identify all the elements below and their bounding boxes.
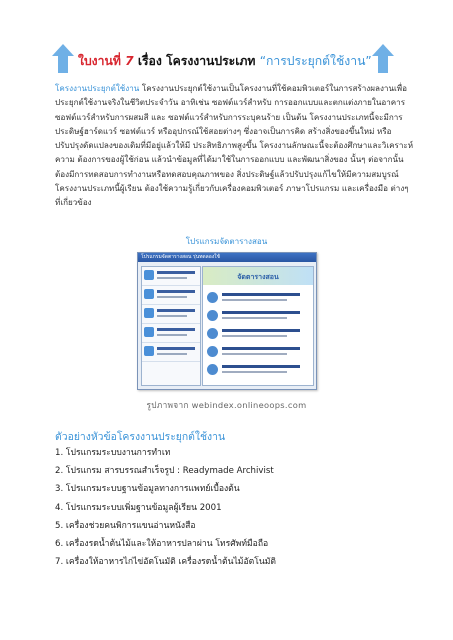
menu-item: [142, 305, 200, 324]
program-screenshot: [137, 252, 317, 390]
title-number: 7: [125, 54, 134, 68]
list-item: 4. โปรแกรมระบบเพิ่มฐานข้อมูลผู้เรียน 2001: [55, 502, 222, 513]
description-paragraph: [55, 81, 415, 210]
title-category: “การประยุกต์ใช้งาน”: [259, 54, 372, 68]
menu-item: [142, 324, 200, 343]
paragraph-body: โครงงานประยุกต์ใช้งานเป็นโครงงานที่ใช้คอมพิวเตอร์ในการสร้างผลงานเพื่อประยุกต์ใช้งานจริงในชีวิตประจำวัน อาทิเช่น ซอฟต์แวร์สำหรับ การออกแบบและตกแต่งภายในอาคาร ซอฟต์แวร์สำหรับการผสมสี และ ซอฟต์แวร์สำหรับการระบุคนร้าย เป็นต้น โครงงานประเภทนี้จะมีการ ประดิษฐ์ฮาร์ดแวร์ ซอฟต์แวร์ หรืออุปกรณ์ใช้สอยต่างๆ ซึ่งอาจเป็นการคิด สร้างสิ่งของขึ้นใหม่ หรือปรับปรุงดัดแปลงของเดิมที่มีอยู่แล้วให้มี ประสิทธิภาพสูงขึ้น โครงงานลักษณะนี้จะต้องศึกษาและวิเคราะห์ความ ต้องการของผู้ใช้ก่อน แล้วนำข้อมูลที่ได้มาใช้ในการออกแบบ และพัฒนาสิ่งของ นั้นๆ ต่อจากนั้นต้องมีการทดสอบการทำงานหรือทดสอบคุณภาพของ สิ่งประดิษฐ์แล้วปรับปรุงแก้ไขให้มีความสมบูรณ์ โครงงานประเภทนี้ผู้เรียน ต้องใช้ความรู้เกี่ยวกับเครื่องคอมพิวเตอร์ ภาษาโปรแกรม และเครื่องมือ ต่างๆ ที่เกี่ยวข้อง: [55, 83, 414, 208]
menu-item: [142, 343, 200, 362]
figure-caption: โปรแกรมจัดตารางสอน: [185, 236, 268, 246]
paragraph-lead: โครงงานประยุกต์ใช้งาน: [55, 83, 140, 93]
content-row: [207, 327, 307, 341]
up-arrow-icon: [52, 44, 74, 74]
title-subject: เรื่อง โครงงานประเภท: [137, 54, 256, 68]
examples-heading: ตัวอย่างหัวข้อโครงงานประยุกต์ใช้งาน: [55, 431, 226, 443]
screenshot-menu-panel: [141, 266, 201, 386]
title-row: [52, 44, 392, 78]
list-item: 2. โปรแกรม สารบรรณสำเร็จรูป : Readymade Archivist: [55, 466, 274, 477]
list-item: 7. เครื่องให้อาหารไก่ไข่อัตโนมัติ เครื่องรดน้ำต้นไม้อัตโนมัติ: [55, 557, 276, 568]
content-row: [207, 309, 307, 323]
screenshot-content-panel: [202, 266, 314, 386]
page-title: [78, 52, 372, 71]
content-row: [207, 345, 307, 359]
examples-list: [55, 444, 425, 571]
content-row: [207, 363, 307, 377]
menu-item: [142, 286, 200, 305]
screenshot-banner: จัดตารางสอน: [203, 267, 313, 285]
list-item: 5. เครื่องช่วยคนพิการแขนอ่านหนังสือ: [55, 520, 196, 531]
image-source: รูปภาพจาก webindex.onlineoops.com: [146, 400, 307, 410]
list-item: 1. โปรแกรมระบบงานการทำเท: [55, 448, 171, 458]
content-row: [207, 291, 307, 305]
menu-item: [142, 267, 200, 286]
screenshot-window-title: โปรแกรมจัดตารางสอน รุ่นทดลองใช้: [138, 253, 316, 262]
list-item: 3. โปรแกรมระบบฐานข้อมูลทางการแพทย์เบื้องต้น: [55, 484, 240, 495]
title-prefix: ใบงานที่: [78, 54, 121, 68]
list-item: 6. เครื่องรดน้ำต้นไม้และให้อาหารปลาผ่าน โทรศัพท์มือถือ: [55, 539, 269, 550]
up-arrow-icon: [372, 44, 394, 74]
